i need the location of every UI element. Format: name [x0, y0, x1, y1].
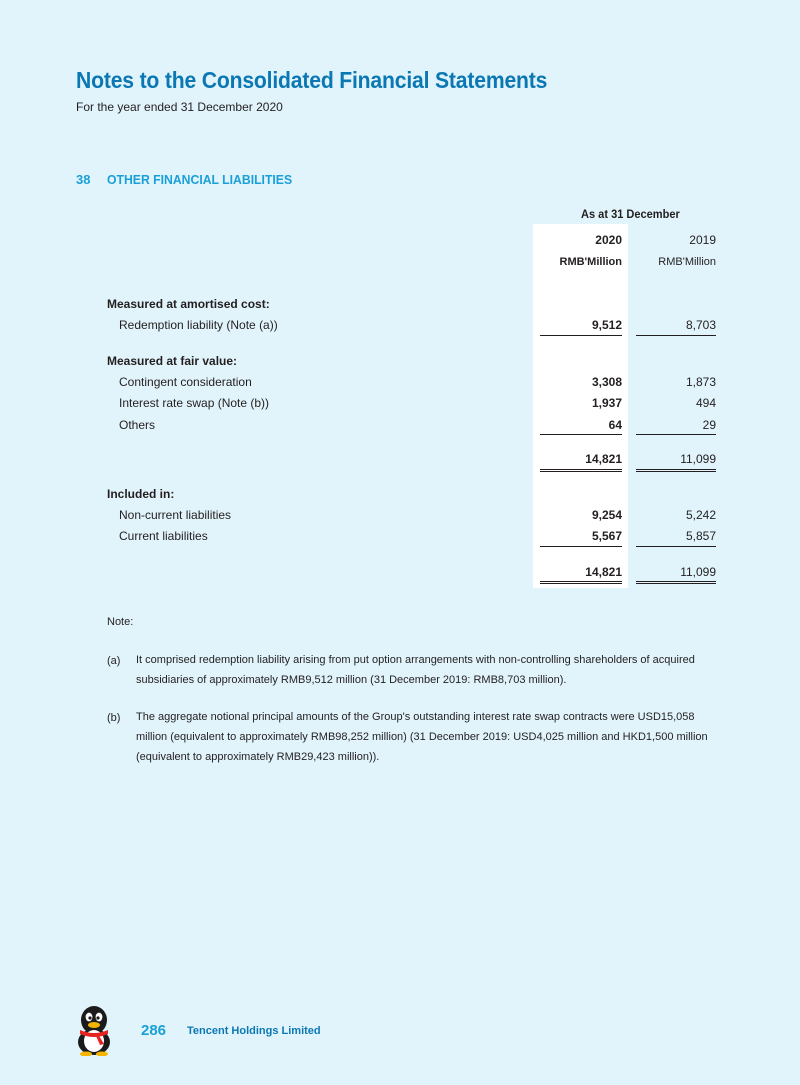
- note-text-b: The aggregate notional principal amounts of the Group's outstanding interest rate swap contracts were USD15,058 million (equivalent to approximately RMB98,252 million) (31 December 2019: USD4,025 million and HKD1,500 million (equivalent to approximately RMB29,423 million)).: [136, 711, 708, 763]
- value-2019-others: 29: [702, 418, 716, 432]
- value-2020-contingent-consideration: 3,308: [591, 375, 622, 389]
- value-2019-interest-rate-swap: 494: [695, 396, 716, 410]
- row-label-current-liabilities: Current liabilities: [119, 529, 208, 543]
- value-2019-current-liabilities: 5,857: [685, 529, 716, 543]
- value-2020-current-liabilities: 5,567: [591, 529, 622, 543]
- underline-2019: [636, 434, 716, 435]
- page-subtitle: For the year ended 31 December 2020: [76, 100, 283, 114]
- row-label-non-current-liabilities: Non-current liabilities: [119, 508, 232, 522]
- value-2020-interest-rate-swap: 1,937: [591, 396, 622, 410]
- column-unit-2020: RMB'Million: [559, 256, 622, 268]
- value-2019-redemption-liability: 8,703: [685, 318, 716, 332]
- value-2020-fair-value-total: 14,821: [585, 452, 622, 466]
- value-2020-included-total: 14,821: [585, 565, 622, 579]
- note-text-a: It comprised redemption liability arising from put option arrangements with non-controlling shareholders of acquired subsidiaries of approximately RMB9,512 million (31 December 2019: RMB8,703 million).: [136, 654, 695, 686]
- underline-2020: [540, 335, 622, 336]
- heading-amortised-cost: Measured at amortised cost:: [107, 297, 270, 311]
- column-unit-2019: RMB'Million: [658, 256, 716, 268]
- value-2019-included-total: 11,099: [680, 565, 716, 579]
- underline-2019: [636, 335, 716, 336]
- value-2019-fair-value-total: 11,099: [680, 452, 716, 466]
- section-title: OTHER FINANCIAL LIABILITIES: [107, 172, 293, 187]
- page-title: Notes to the Consolidated Financial Statements: [76, 67, 548, 93]
- value-2020-non-current-liabilities: 9,254: [591, 508, 622, 522]
- section-number: 38: [76, 172, 91, 187]
- underline-2019: [636, 546, 716, 547]
- row-label-interest-rate-swap: Interest rate swap (Note (b)): [119, 396, 270, 410]
- heading-fair-value: Measured at fair value:: [107, 354, 238, 368]
- note-marker-a: (a): [107, 655, 121, 667]
- underline-2020: [540, 546, 622, 547]
- column-year-2020: 2020: [595, 233, 622, 247]
- value-2019-contingent-consideration: 1,873: [685, 375, 716, 389]
- table-group-header: As at 31 December: [581, 207, 680, 221]
- row-label-redemption-liability: Redemption liability (Note (a)): [119, 318, 278, 332]
- column-year-2019: 2019: [689, 233, 716, 247]
- double-underline-2020: [540, 581, 622, 584]
- row-label-others: Others: [119, 418, 156, 432]
- page-number: 286: [141, 1022, 167, 1039]
- double-underline-2019: [636, 581, 716, 584]
- note-marker-b: (b): [107, 712, 121, 724]
- value-2019-non-current-liabilities: 5,242: [685, 508, 716, 522]
- company-name: Tencent Holdings Limited: [187, 1025, 321, 1037]
- value-2020-others: 64: [608, 418, 622, 432]
- underline-2020: [540, 434, 622, 435]
- heading-included-in: Included in:: [107, 487, 175, 501]
- value-2020-redemption-liability: 9,512: [591, 318, 622, 332]
- notes-heading: Note:: [107, 616, 134, 628]
- double-underline-2020: [540, 469, 622, 472]
- double-underline-2019: [636, 469, 716, 472]
- row-label-contingent-consideration: Contingent consideration: [119, 375, 252, 389]
- qq-penguin-icon: [74, 1004, 114, 1056]
